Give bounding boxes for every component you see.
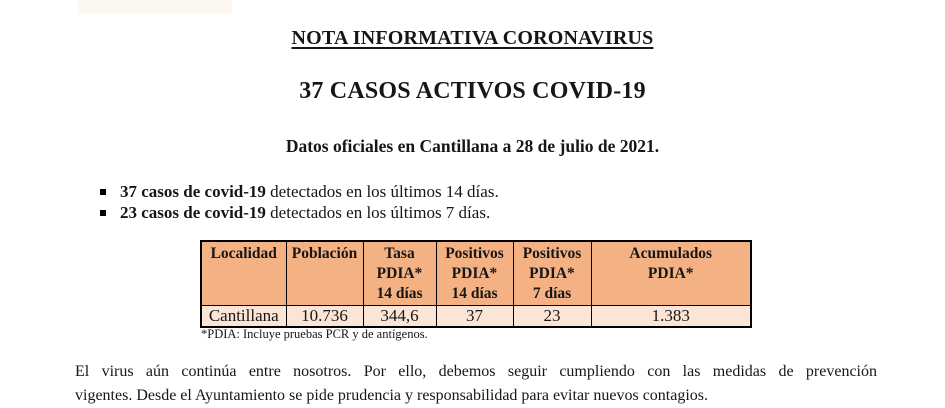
col-header-acumulados-pdia: Acumulados PDIA*: [591, 241, 751, 305]
top-artifact: [78, 0, 232, 14]
bullet-item-7-days: [100, 202, 499, 223]
cell-poblacion: 10.736: [286, 305, 363, 327]
col-header-poblacion: Población: [286, 241, 363, 305]
closing-line-2: vigentes. Desde el Ayuntamiento se pide prudencia y responsabilidad para evitar nuevos contagios.: [75, 387, 709, 404]
bullet-bold-count: 37 casos de covid-19: [120, 182, 266, 201]
cell-positivos-pdia-7: 23: [513, 305, 591, 327]
table-header-row: [201, 241, 751, 305]
square-bullet-icon: [100, 210, 106, 216]
bullet-text: [120, 181, 499, 202]
bullet-bold-count: 23 casos de covid-19: [120, 203, 266, 222]
col-header-tasa-pdia-14: Tasa PDIA* 14 días: [363, 241, 436, 305]
cell-positivos-pdia-14: 37: [436, 305, 513, 327]
active-cases-headline: 37 CASOS ACTIVOS COVID-19: [299, 78, 646, 104]
table-row-cantillana: [201, 305, 751, 327]
closing-paragraph: [75, 360, 877, 408]
col-header-localidad: Localidad: [201, 241, 286, 305]
bullet-item-14-days: [100, 181, 499, 202]
covid-data-table: [200, 240, 752, 328]
table-footnote: *PDIA: Incluye pruebas PCR y de antígenos.: [201, 327, 428, 341]
bullet-rest: detectados en los últimos 14 días.: [265, 182, 499, 201]
bullet-text: [120, 202, 490, 223]
cell-tasa-pdia-14: 344,6: [363, 305, 436, 327]
closing-line-1: El virus aún continúa entre nosotros. Por ello, debemos seguir cumpliendo con las medidas de prevención: [75, 363, 877, 380]
square-bullet-icon: [100, 189, 106, 195]
col-header-positivos-pdia-14: Positivos PDIA* 14 días: [436, 241, 513, 305]
note-title: NOTA INFORMATIVA CORONAVIRUS: [291, 27, 654, 49]
col-header-positivos-pdia-7: Positivos PDIA* 7 días: [513, 241, 591, 305]
cell-acumulados-pdia: 1.383: [591, 305, 751, 327]
official-date-line: Datos oficiales en Cantillana a 28 de julio de 2021.: [285, 136, 660, 156]
cell-localidad: Cantillana: [201, 305, 286, 327]
bullet-rest: detectados en los últimos 7 días.: [265, 203, 491, 222]
bullet-list: [100, 181, 499, 223]
